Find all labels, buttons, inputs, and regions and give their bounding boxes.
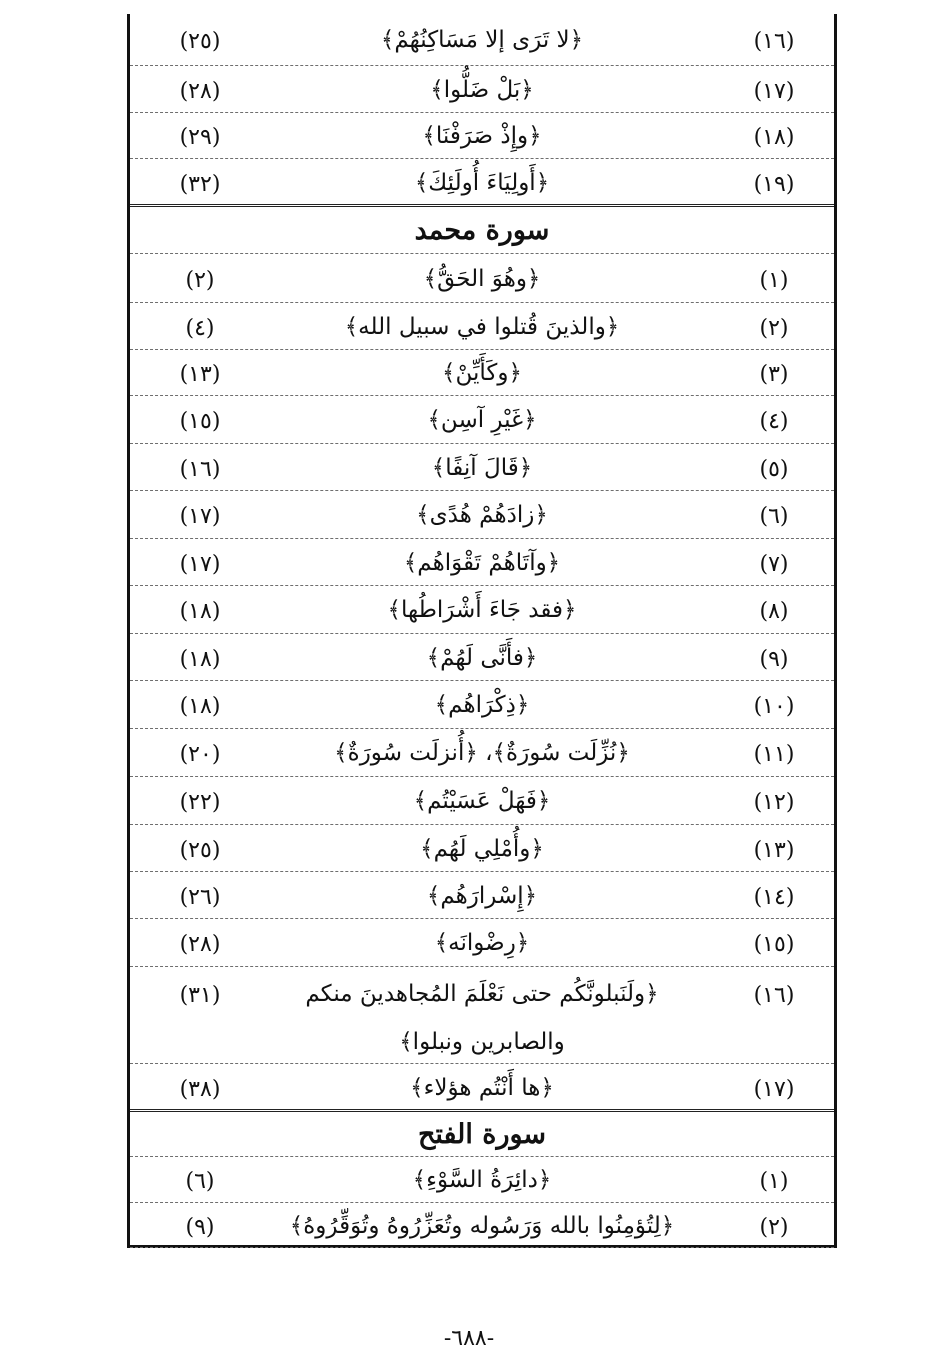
quran-phrase: ﴿وإِذْ صَرَفْنَا﴾ <box>422 123 542 149</box>
surah-header <box>130 1112 834 1157</box>
entry-number: (١) <box>759 1169 789 1194</box>
verse-reference: (١٨) <box>179 647 221 672</box>
verse-reference: (٩) <box>185 1215 215 1240</box>
verse-reference: (٣٨) <box>179 1077 221 1102</box>
verse-reference: (١٣) <box>179 362 221 387</box>
quran-phrase-continued: والصابرين ونبلوا﴾ <box>399 1029 565 1055</box>
quran-phrase: ﴿أَولِيَاءَ أُولَئِكَ﴾ <box>414 170 550 196</box>
quran-phrase: ﴿فَهَلْ عَسَيْتُم﴾ <box>413 788 551 814</box>
entry-number: (١٩) <box>753 172 795 197</box>
quran-phrase: ﴿دائِرَةُ السَّوْءِ﴾ <box>412 1167 552 1193</box>
verse-reference: (٣١) <box>179 983 221 1008</box>
entry-number: (٧) <box>759 552 789 577</box>
index-row <box>130 919 834 967</box>
index-row <box>130 66 834 113</box>
entry-number: (١٠) <box>753 694 795 719</box>
entry-number: (١١) <box>753 742 795 767</box>
verse-reference: (٢٦) <box>179 885 221 910</box>
surah-header <box>130 207 834 254</box>
index-row <box>130 777 834 825</box>
quran-phrase: ﴿فأَنَّى لَهُمْ﴾ <box>426 645 538 671</box>
entry-number: (١٣) <box>753 838 795 863</box>
index-row <box>130 681 834 729</box>
quran-phrase: ﴿وكَأَيِّنْ﴾ <box>442 360 522 386</box>
entry-number: (٢) <box>759 1215 789 1240</box>
entry-number: (٣) <box>759 362 789 387</box>
index-row <box>130 491 834 539</box>
quran-phrase: ﴿زادَهُمْ هُدًى﴾ <box>416 502 548 528</box>
index-row <box>130 1064 834 1112</box>
quran-phrase: ﴿رِضْوانَه﴾ <box>434 930 530 956</box>
entry-number: (٥) <box>759 457 789 482</box>
verse-reference: (٢) <box>185 268 215 293</box>
verse-reference: (١٥) <box>179 409 221 434</box>
index-row <box>130 967 834 1064</box>
index-row <box>130 396 834 444</box>
entry-number: (١٢) <box>753 790 795 815</box>
index-row <box>130 1157 834 1203</box>
quran-phrase: ﴿وهُوَ الحَقُّ﴾ <box>423 266 541 292</box>
entry-number: (١٨) <box>753 125 795 150</box>
verse-reference: (٦) <box>185 1169 215 1194</box>
verse-reference: (٣٢) <box>179 172 221 197</box>
quran-phrase: ﴿لا تَرَى إلا مَسَاكِنُهُمْ﴾ <box>380 27 584 53</box>
verse-reference: (١٨) <box>179 694 221 719</box>
quran-phrase: ﴿ها أَنْتُم هؤلاء﴾ <box>410 1075 554 1101</box>
entry-number: (١٤) <box>753 885 795 910</box>
index-row <box>130 586 834 634</box>
entry-number: (٢) <box>759 316 789 341</box>
entry-number: (٦) <box>759 504 789 529</box>
surah-title: سورة محمد <box>414 215 550 246</box>
index-row <box>130 634 834 681</box>
index-row <box>130 113 834 159</box>
quran-phrase: ﴿ولَنَبلونَّكُم حتى نَعْلَمَ المُجاهدينَ منكم <box>305 981 659 1007</box>
entry-number: (٩) <box>759 647 789 672</box>
entry-number: (٤) <box>759 409 789 434</box>
verse-reference: (٢٨) <box>179 79 221 104</box>
quran-phrase: ﴿قَالَ آنِفًا﴾ <box>431 455 533 481</box>
index-row <box>130 444 834 491</box>
index-row <box>130 350 834 396</box>
quran-phrase: ﴿غَيْرِ آسِن﴾ <box>427 407 537 433</box>
quran-phrase: ﴿لِتُؤمِنُوا بالله وَرَسُوله وتُعَزِّرُوهُ وتُوَقِّرُوهُ﴾ <box>289 1213 675 1239</box>
index-row <box>130 729 834 777</box>
entry-number: (١٥) <box>753 932 795 957</box>
page-number: -٦٨٨- <box>443 1326 495 1351</box>
index-row <box>130 539 834 586</box>
quran-phrase: ﴿ذِكْرَاهُم﴾ <box>434 692 530 718</box>
entry-number: (١٦) <box>753 983 795 1008</box>
quran-phrase: ﴿وأُمْلِي لَهُم﴾ <box>420 836 544 862</box>
verse-reference: (٤) <box>185 316 215 341</box>
verse-reference: (٢٥) <box>179 29 221 54</box>
quran-phrase: ﴿وآتَاهُمْ تَقْوَاهُم﴾ <box>403 550 561 576</box>
quran-phrase: ﴿والذينَ قُتلوا في سبيل الله﴾ <box>344 314 620 340</box>
index-row <box>130 159 834 207</box>
index-row <box>130 14 834 66</box>
index-row <box>130 254 834 303</box>
verse-reference: (٢٢) <box>179 790 221 815</box>
index-row <box>130 872 834 919</box>
index-table <box>127 14 837 1248</box>
quran-phrase: ﴿بَلْ ضَلُّوا﴾ <box>430 77 534 103</box>
quran-phrase: ﴿فقد جَاءَ أَشْرَاطُها﴾ <box>387 597 577 623</box>
index-row <box>130 825 834 872</box>
index-row <box>130 303 834 350</box>
entry-number: (٨) <box>759 599 789 624</box>
verse-reference: (٢٨) <box>179 932 221 957</box>
surah-title: سورة الفتح <box>417 1119 547 1150</box>
entry-number: (١٧) <box>753 79 795 104</box>
verse-reference: (١٧) <box>179 552 221 577</box>
index-row <box>130 1203 834 1248</box>
verse-reference: (١٧) <box>179 504 221 529</box>
quran-phrase: ﴿نُزِّلَت سُورَةٌ﴾، ﴿أُنزلَت سُورَةٌ﴾ <box>334 740 630 766</box>
verse-reference: (١٦) <box>179 457 221 482</box>
verse-reference: (٢٠) <box>179 742 221 767</box>
verse-reference: (٢٥) <box>179 838 221 863</box>
entry-number: (١) <box>759 268 789 293</box>
entry-number: (١٧) <box>753 1077 795 1102</box>
quran-phrase: ﴿إِسْرارَهُم﴾ <box>426 883 538 909</box>
verse-reference: (٢٩) <box>179 125 221 150</box>
verse-reference: (١٨) <box>179 599 221 624</box>
entry-number: (١٦) <box>753 29 795 54</box>
